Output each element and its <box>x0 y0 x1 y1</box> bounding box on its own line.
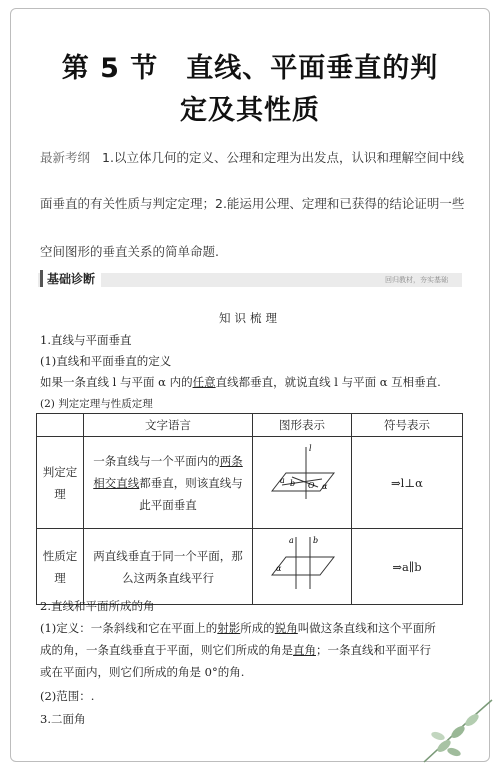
row-text-post: 都垂直，则该直线与此平面垂直 <box>139 475 243 512</box>
table-header-symbol: 符号表示 <box>352 414 463 437</box>
table-header-row <box>37 414 463 437</box>
table-header-empty <box>37 414 84 437</box>
angle-def-d: ；一条直线和平面平行 <box>316 643 431 657</box>
table-header-text: 文字语言 <box>84 414 253 437</box>
row-label-property: 性质定理 <box>37 529 84 605</box>
angle-def-b: 所成的 <box>240 621 275 635</box>
angle-def-u1: 射影 <box>217 621 241 635</box>
fig1-label-b: b <box>290 479 296 488</box>
angle-def-a: (1)定义：一条斜线和它在平面上的 <box>40 621 218 635</box>
row-label-judgement: 判定定理 <box>37 437 84 529</box>
page-title-line1: 第 5 节 直线、平面垂直的判 <box>61 53 439 84</box>
table-header-figure: 图形表示 <box>253 414 352 437</box>
page-title-line2: 定及其性质 <box>180 95 320 126</box>
fig2-label-b: b <box>313 536 319 545</box>
knowledge-title: 知识梳理 <box>219 311 281 325</box>
outline-text1: 1.以立体几何的定义、公理和定理为出发点，认识和理解空间中线 <box>102 150 464 165</box>
range-line: (2)范围：. <box>40 689 95 703</box>
row-text-pre: 一条直线与一个平面内的 <box>93 453 220 468</box>
row-text-judgement <box>84 437 253 529</box>
outline-label: 最新考纲 <box>40 150 91 165</box>
def-underline: 任意 <box>192 375 216 389</box>
fig2-label-alpha: α <box>276 564 282 573</box>
row-symbol-judgement: ⇒l⊥α <box>352 437 463 529</box>
angle-def-u3: 直角 <box>293 643 316 657</box>
heading-2: 2.直线和平面所成的角 <box>40 599 155 613</box>
angle-def-c: 叫做这条直线和这个平面所 <box>297 621 436 635</box>
figure-parallel <box>253 529 352 605</box>
heading-1-1: (1)直线和平面垂直的定义 <box>40 354 172 368</box>
outline-line3: 空间图形的垂直关系的简单命题. <box>40 244 219 259</box>
perpendicular-diagram <box>262 439 342 519</box>
angle-def-line1 <box>40 620 436 636</box>
fig1-label-a: a <box>280 476 285 485</box>
heading-3: 3.二面角 <box>40 712 86 726</box>
table-row <box>37 529 463 605</box>
figure-perpendicular <box>253 437 352 529</box>
section-subtitle: 回归教材，夯实基础 <box>385 276 448 284</box>
outline-line1 <box>40 148 470 166</box>
definition-line <box>40 374 441 390</box>
row-symbol-property: ⇒a∥b <box>352 529 463 605</box>
section-title: 基础诊断 <box>40 270 101 287</box>
table-row <box>37 437 463 529</box>
heading-1-2: (2) 判定定理与性质定理 <box>40 398 153 410</box>
row-text-underline: 两条相交直线 <box>93 453 243 490</box>
parallel-diagram <box>262 531 342 595</box>
angle-def-line3: 或在平面内，则它们所成的角是 0°的角. <box>40 665 245 679</box>
fig1-label-alpha: α <box>322 482 328 491</box>
fig1-label-o: O <box>308 481 315 490</box>
row-text-property: 两直线垂直于同一个平面，那么这两条直线平行 <box>84 529 253 605</box>
def-post: 直线都垂直，就说直线 l 与平面 α 互相垂直. <box>215 375 441 389</box>
def-pre: 如果一条直线 l 与平面 α 内的 <box>40 375 193 389</box>
fig1-label-l: l <box>309 444 312 453</box>
heading-1: 1.直线与平面垂直 <box>40 333 132 347</box>
angle-def-u2: 锐角 <box>274 621 298 635</box>
leaf-decoration-icon <box>414 694 494 764</box>
angle-def-line2 <box>40 642 431 658</box>
outline-line2: 面垂直的有关性质与判定定理；2.能运用公理、定理和已获得的结论证明一些 <box>40 196 465 211</box>
theorem-table <box>36 413 463 605</box>
fig2-label-a: a <box>289 536 294 545</box>
angle-def-line2-text: 成的角，一条直线垂直于平面，则它们所成的角是 <box>40 643 293 657</box>
